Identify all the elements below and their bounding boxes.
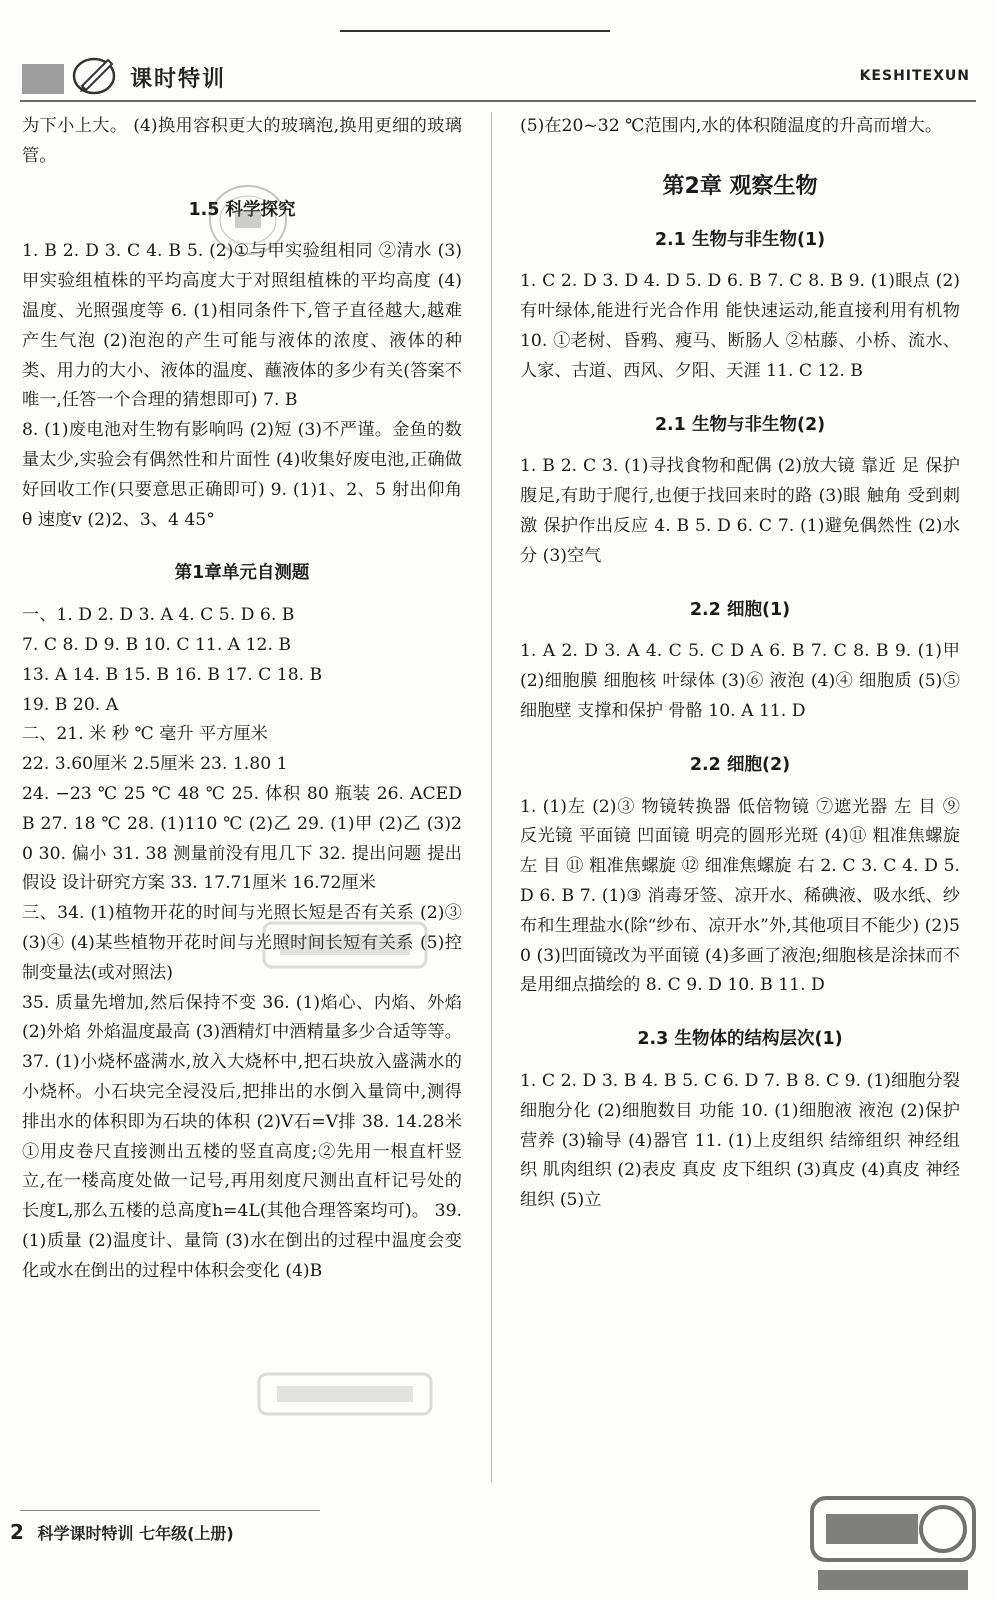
answer-paragraph: 1. C 2. D 3. D 4. D 5. D 6. B 7. C 8. B 9. (1)眼点 (2)有叶绿体,能进行光合作用 能快速运动,能直接利用有机物 10. ①老树、昏鸦、瘦马、断肠人 ②枯藤、小桥、流水、人家、古道、西风、夕阳、天涯 11. C 12. B bbox=[520, 271, 960, 381]
header-rule bbox=[20, 100, 976, 102]
answer-line: 22. 3.60厘米 2.5厘米 23. 1.80 1 bbox=[22, 754, 288, 775]
section-heading-2-1-2: 2.1 生物与非生物(2) bbox=[654, 414, 826, 435]
answer-paragraph: 1. (1)左 (2)③ 物镜转换器 低倍物镜 ⑦遮光器 左 目 ⑨ 反光镜 平面镜 凹面镜 明亮的圆形光斑 (4)⑪ 粗准焦螺旋 左 目 ⑪ 粗准焦螺旋 ⑫ 细准焦螺旋 右 2. C 3. C 4. D 5. D 6. B 7. (1)③ 消毒牙签、凉开水、稀碘液、吸水纸、纱布和生理盐水(除“纱布、凉开水”外,其他项目不能少) (2)50 (3)凹面镜改为平面镜 (4)多画了液泡;细胞核是涂抹而不是用细点描绘的 8. C 9. D 10. B 11. D bbox=[520, 796, 960, 996]
answer-paragraph: 1. C 2. D 3. B 4. B 5. C 6. D 7. B 8. C 9. (1)细胞分裂 细胞分化 (2)细胞数目 功能 10. (1)细胞液 液泡 (2)保护 营养 (3)输导 (4)器官 11. (1)上皮组织 结缔组织 神经组织 肌肉组织 (2)表皮 真皮 皮下组织 (3)真皮 (4)真皮 神经组织 (5)立 bbox=[520, 1070, 960, 1211]
answer-line: 二、21. 米 秒 ℃ 毫升 平方厘米 bbox=[22, 724, 268, 745]
left-column bbox=[22, 112, 462, 1286]
answer-line: 7. C 8. D 9. B 10. C 11. A 12. B bbox=[22, 634, 292, 655]
left-intro-text: 为下小上大。 (4)换用容积更大的玻璃泡,换用更细的玻璃管。 bbox=[22, 116, 462, 166]
chapter-heading: 第2章 观察生物 bbox=[662, 173, 818, 199]
answer-paragraph: 24. −23 ℃ 25 ℃ 48 ℃ 25. 体积 80 瓶装 26. ACEDB 27. 18 ℃ 28. (1)110 ℃ (2)乙 29. (1)甲 (2)乙 (3)20 30. 偏小 31. 38 测量前没有甩几下 32. 提出问题 提出假设 设计研究方案 33. 17.71厘米 16.72厘米 bbox=[22, 783, 462, 894]
answer-paragraph: 三、34. (1)植物开花的时间与光照长短是否有关系 (2)③ (3)④ (4)某些植物开花时间与光照时间长短有关系 (5)控制变量法(或对照法) bbox=[22, 903, 462, 983]
right-column bbox=[520, 112, 960, 1216]
section-heading-2-1-1: 2.1 生物与非生物(1) bbox=[654, 229, 826, 250]
watermark-logo bbox=[808, 1492, 978, 1598]
right-intro-text: (5)在20~32 ℃范围内,水的体积随温度的升高而增大。 bbox=[520, 116, 943, 136]
answer-line: 一、1. D 2. D 3. A 4. C 5. D 6. B bbox=[22, 605, 295, 626]
watermark-faint bbox=[255, 1368, 435, 1420]
page-number: 2 bbox=[10, 1520, 24, 1544]
answer-paragraph: 35. 质量先增加,然后保持不变 36. (1)焰心、内焰、外焰 (2)外焰 外焰温度最高 (3)酒精灯中酒精量多少合适等等。 37. (1)小烧杯盛满水,放入大烧杯中,把石块放入盛满水的小烧杯。小石块完全浸没后,把排出的水倒入量筒中,测得排出水的体积即为石块的体积 (2)V石=V排 38. 14.28米 ①用皮卷尺直接测出五楼的竖直高度;②先用一根直杆竖立,在一楼高度处做一记号,再用刻度尺测出直杆记号处的长度L,那么五楼的总高度h=4L(其他合理答案均可)。 39. (1)质量 (2)温度计、量筒 (3)水在倒出的过程中温度会变化或水在倒出的过程中体积会变化 (4)B bbox=[22, 992, 462, 1281]
section-heading-2-2-1: 2.2 细胞(1) bbox=[689, 599, 791, 620]
top-rule bbox=[340, 30, 610, 32]
book-title: 科学课时特训 七年级(上册) bbox=[37, 1524, 234, 1543]
section-heading-2-3-1: 2.3 生物体的结构层次(1) bbox=[637, 1029, 843, 1050]
header-gray-block bbox=[22, 64, 64, 94]
answer-paragraph: 8. (1)废电池对生物有影响吗 (2)短 (3)不严谨。金鱼的数量太少,实验会有偶然性和片面性 (4)收集好废电池,正确做好回收工作(只要意思正确即可) 9. (1)1、2、5 射出仰角θ 速度v (2)2、3、4 45° bbox=[22, 420, 462, 530]
answer-paragraph: 1. A 2. D 3. A 4. C 5. C D A 6. B 7. C 8. B 9. (1)甲 (2)细胞膜 细胞核 叶绿体 (3)⑥ 液泡 (4)④ 细胞质 (5)⑤ 细胞壁 支撑和保护 骨骼 10. A 11. D bbox=[520, 641, 960, 721]
column-divider bbox=[491, 112, 492, 1482]
page-footer bbox=[10, 1520, 234, 1544]
pen-in-circle-icon bbox=[70, 52, 122, 96]
section-heading-1-5: 1.5 科学探究 bbox=[188, 199, 296, 220]
brand-title: 课时特训 bbox=[130, 67, 227, 92]
footer-rule bbox=[20, 1510, 320, 1511]
answer-line: 19. B 20. A bbox=[22, 694, 119, 715]
section-heading-2-2-2: 2.2 细胞(2) bbox=[689, 754, 791, 775]
brand-pinyin: KESHITEXUN bbox=[859, 68, 970, 84]
answer-paragraph: 1. B 2. D 3. C 4. B 5. (2)①与甲实验组相同 ②清水 (3)甲实验组植株的平均高度大于对照组植株的平均高度 (4)温度、光照强度等 6. (1)相同条件下,管子直径越大,越难产生气泡 (2)泡泡的产生可能与液体的浓度、液体的种类、用力的大小、液体的温度、蘸液体的多少有关(答案不唯一,任答一个合理的猜想即可) 7. B bbox=[22, 241, 462, 411]
watermark-faint bbox=[260, 915, 430, 975]
section-heading-unit-test: 第1章单元自测题 bbox=[174, 563, 310, 584]
watermark-stamp bbox=[205, 180, 291, 260]
answer-paragraph: 1. B 2. C 3. (1)寻找食物和配偶 (2)放大镜 靠近 足 保护腹足,有助于爬行,也便于找回来时的路 (3)眼 触角 受到刺激 保护作出反应 4. B 5. D 6. C 7. (1)避免偶然性 (2)水分 (3)空气 bbox=[520, 456, 960, 566]
answer-line: 13. A 14. B 15. B 16. B 17. C 18. B bbox=[22, 664, 323, 685]
